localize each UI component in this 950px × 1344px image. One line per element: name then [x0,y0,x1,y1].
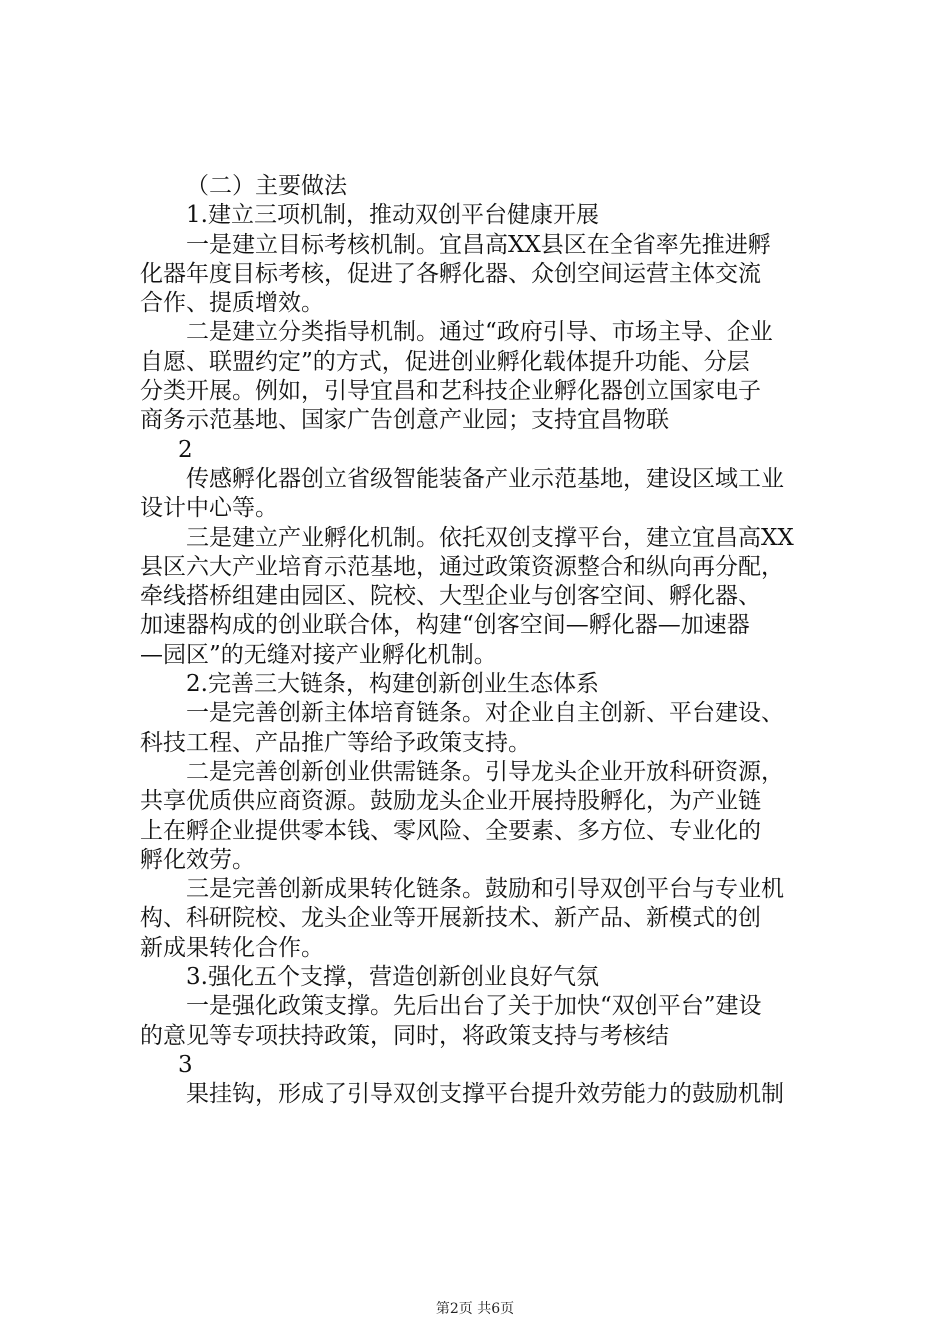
paragraph-line: 一是完善创新主体培育链条。对企业自主创新、平台建设、 [186,700,784,727]
paragraph-line: 三是完善创新成果转化链条。鼓励和引导双创平台与专业机 [186,876,784,903]
paragraph-line: 科技工程、产品推广等给予政策支持。 [140,729,531,756]
paragraph-line: 的意见等专项扶持政策，同时，将政策支持与考核结 [140,1022,669,1049]
paragraph-line: 牵线搭桥组建由园区、院校、大型企业与创客空间、孵化器、 [140,583,761,610]
paragraph-line: 二是完善创新创业供需链条。引导龙头企业开放科研资源， [186,758,784,785]
inline-page-number: 3 [178,1051,193,1078]
paragraph-line: 孵化效劳。 [140,846,255,873]
paragraph-line: 分类开展。例如，引导宜昌和艺科技企业孵化器创立国家电子 [140,378,761,405]
paragraph-line: 商务示范基地、国家广告创意产业园；支持宜昌物联 [140,407,669,434]
paragraph-line: 设计中心等。 [140,495,278,522]
paragraph-line: 果挂钩，形成了引导双创支撑平台提升效劳能力的鼓励机制 [186,1081,784,1108]
paragraph-line: 合作、提质增效。 [140,290,324,317]
paragraph-line: 一是建立目标考核机制。宜昌高XX县区在全省率先推进孵 [186,231,771,258]
subheading-1: 1.建立三项机制，推动双创平台健康开展 [186,202,599,229]
paragraph-line: 县区六大产业培育示范基地，通过政策资源整合和纵向再分配， [140,553,784,580]
paragraph-line: 化器年度目标考核，促进了各孵化器、众创空间运营主体交流 [140,260,761,287]
paragraph-line: 上在孵企业提供零本钱、零风险、全要素、多方位、专业化的 [140,817,761,844]
section-heading: （二）主要做法 [186,173,347,199]
document-body [140,172,840,1110]
paragraph-line: 一是强化政策支撑。先后出台了关于加快“双创平台”建设 [186,993,762,1020]
subheading-2: 2.完善三大链条，构建创新创业生态体系 [186,671,599,698]
paragraph-line: 新成果转化合作。 [140,934,324,961]
paragraph-line: 三是建立产业孵化机制。依托双创支撑平台，建立宜昌高XX [186,524,794,551]
inline-page-number: 2 [178,436,193,463]
paragraph-line: 加速器构成的创业联合体，构建“创客空间—孵化器—加速器 [140,612,750,639]
paragraph-line: 共享优质供应商资源。鼓励龙头企业开展持股孵化，为产业链 [140,788,761,815]
paragraph-line: —园区”的无缝对接产业孵化机制。 [140,641,497,668]
page-footer: 第2页 共6页 [435,1301,515,1317]
paragraph-line: 传感孵化器创立省级智能装备产业示范基地，建设区域工业 [186,465,784,492]
subheading-3: 3.强化五个支撑，营造创新创业良好气氛 [186,964,599,991]
paragraph-line: 自愿、联盟约定”的方式，促进创业孵化载体提升功能、分层 [140,348,750,375]
paragraph-line: 二是建立分类指导机制。通过“政府引导、市场主导、企业 [186,319,773,346]
paragraph-line: 构、科研院校、龙头企业等开展新技术、新产品、新模式的创 [140,905,761,932]
